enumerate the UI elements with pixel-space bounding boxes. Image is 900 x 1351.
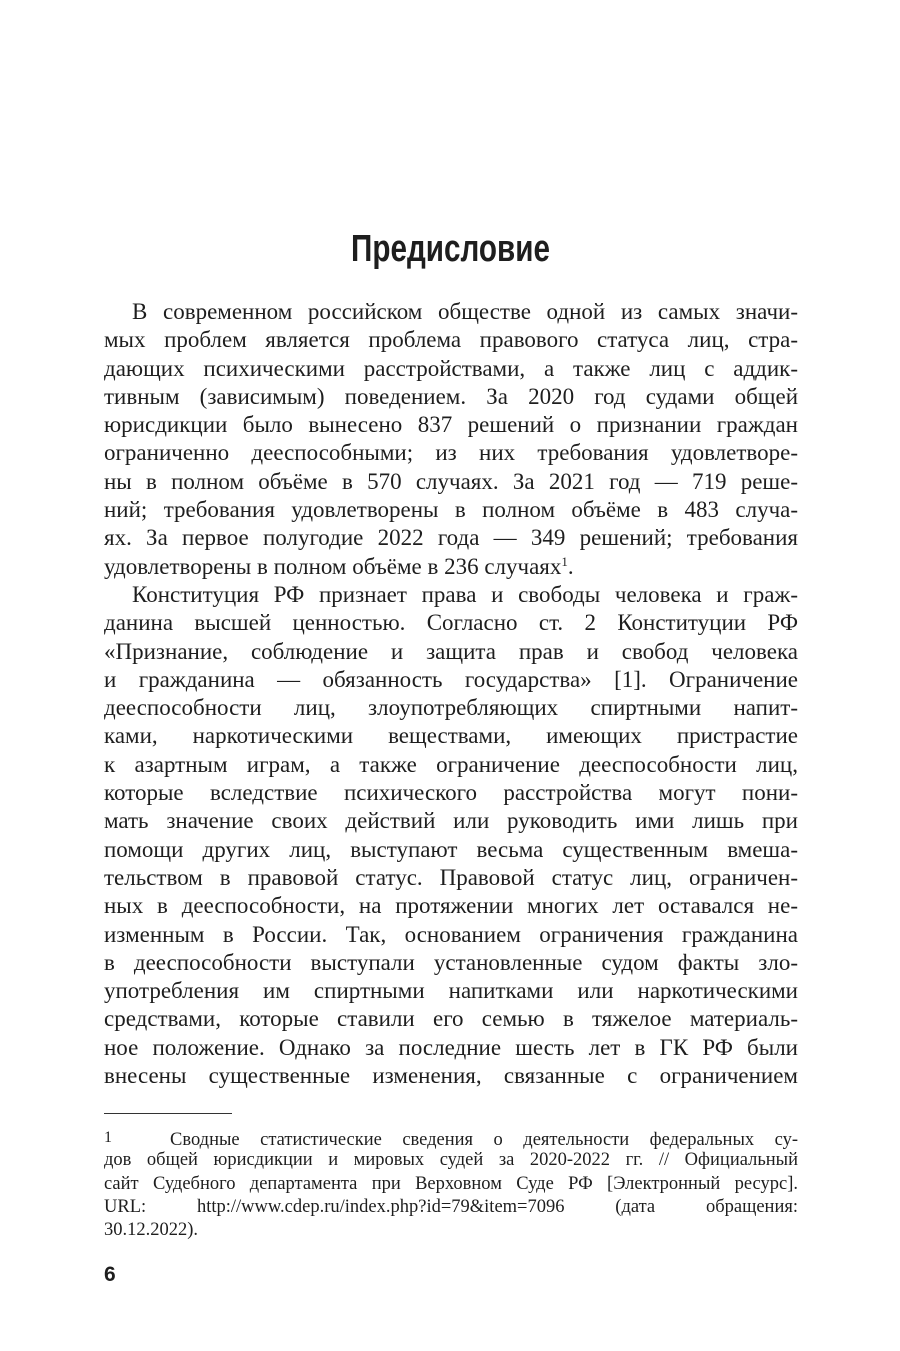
text-line: употребления им спиртными напитками или наркотическими <box>104 978 798 1004</box>
text-line: внесены существенные изменения, связанные с ограничением <box>104 1063 798 1089</box>
text-line: ное положение. Однако за последние шесть лет в ГК РФ были <box>104 1034 798 1060</box>
footnote-line: URL: http://www.cdep.ru/index.php?id=79&item=7096 (дата обращения: <box>104 1196 798 1217</box>
text-line: тивным (зависимым) поведением. За 2020 год судами общей <box>104 383 798 409</box>
footnote-line: сайт Судебного департамента при Верховном Суде РФ [Электронный ресурс]. <box>104 1173 798 1194</box>
footnote-reference[interactable]: 1 <box>561 553 568 569</box>
text-line-content: удовлетворены в полном объёме в 236 случаях <box>104 553 562 579</box>
footnote <box>104 1126 798 1242</box>
page-title <box>0 224 900 274</box>
text-line: к азартным играм, а также ограничение дееспособности лиц, <box>104 751 798 777</box>
text-line: юрисдикции было вынесено 837 решений о признании граждан <box>104 412 798 438</box>
text-line: Конституция РФ признает права и свободы человека и граж- <box>132 581 798 607</box>
text-line: дающих психическими расстройствами, а также лиц с аддик- <box>104 355 798 381</box>
footnote-number: 1 <box>104 1129 112 1146</box>
text-line: В современном российском обществе одной из самых значи- <box>132 299 798 324</box>
body-text <box>104 298 798 1090</box>
text-line: ками, наркотическими веществами, имеющих пристрастие <box>104 723 798 749</box>
text-line: помощи других лиц, выступают весьма существенным вмеша- <box>104 836 798 862</box>
text-line: и гражданина — обязанность государства» [1]. Ограничение <box>104 666 798 692</box>
text-line: ях. За первое полугодие 2022 года — 349 решений; требования <box>104 525 798 551</box>
page-title-text: Предисловие <box>350 228 550 270</box>
text-line: в дееспособности выступали установленные судом факты зло- <box>104 949 798 975</box>
text-line: мать значение своих действий или руководить ими лишь при <box>104 808 798 834</box>
text-line: мых проблем является проблема правового статуса лиц, стра- <box>104 327 798 353</box>
text-line: дееспособности лиц, злоупотребляющих спиртными напит- <box>104 695 798 721</box>
text-line: «Признание, соблюдение и защита прав и свобод человека <box>104 638 798 664</box>
period: . <box>567 553 574 579</box>
footnote-line: дов общей юрисдикции и мировых судей за 2020-2022 гг. // Официальный <box>104 1150 798 1171</box>
text-line: ных в дееспособности, на протяжении многих лет оставался не- <box>104 893 798 919</box>
text-line: тельством в правовой статус. Правовой статус лиц, ограничен- <box>104 864 798 890</box>
footnote-divider <box>104 1113 232 1114</box>
footnote-line-content: Сводные статистические сведения о деятельности федеральных су- <box>170 1130 798 1150</box>
text-line: данина высшей ценностью. Согласно ст. 2 Конституции РФ <box>104 610 798 636</box>
text-line: ны в полном объёме в 570 случаях. За 2021 год — 719 реше- <box>104 468 798 494</box>
text-line: ний; требования удовлетворены в полном объёме в 483 случа- <box>104 497 798 523</box>
text-line <box>104 553 798 581</box>
text-line: изменным в России. Так, основанием ограничения гражданина <box>104 921 798 947</box>
text-line: ограниченно дееспособными; из них требования удовлетворе- <box>104 440 798 466</box>
text-line: которые вследствие психического расстройства могут пони- <box>104 780 798 806</box>
text-line: средствами, которые ставили его семью в тяжелое материаль- <box>104 1006 798 1032</box>
page-number: 6 <box>104 1263 116 1286</box>
footnote-line <box>104 1126 798 1149</box>
footnote-line: 30.12.2022). <box>104 1220 199 1241</box>
